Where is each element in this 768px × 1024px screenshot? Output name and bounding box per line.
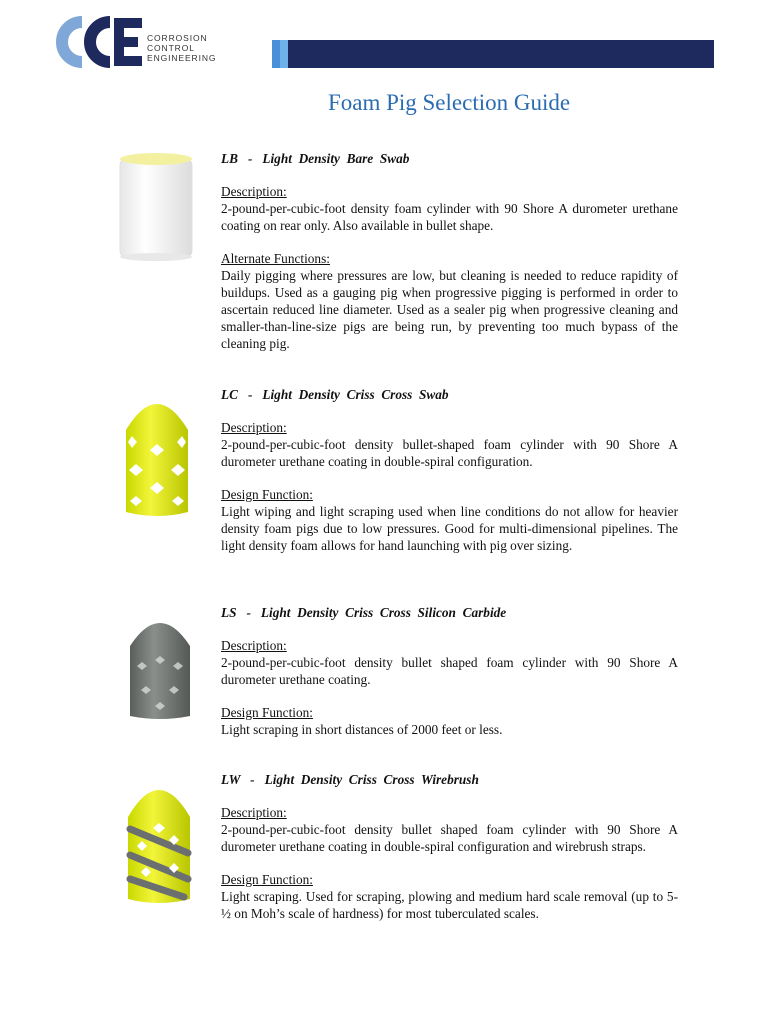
page-header [0, 0, 768, 80]
gray-silicon-carbide-bullet-pig-icon [126, 606, 194, 722]
header-banner [272, 40, 714, 68]
banner-stripe-light [272, 40, 280, 68]
product-info [221, 604, 678, 738]
section-label: Description: [221, 420, 287, 435]
product-heading: LC - Light Density Criss Cross Swab [221, 387, 449, 402]
company-logo [52, 16, 227, 68]
product-heading: LS - Light Density Criss Cross Silicon Carbide [221, 605, 507, 620]
yellow-wirebrush-bullet-pig-icon [124, 771, 194, 907]
banner-stripe-lighter [280, 40, 288, 68]
section-label: Description: [221, 638, 287, 653]
section-text: 2-pound-per-cubic-foot density bullet shaped foam cylinder with 90 Shore A durometer urethane coating. [221, 655, 678, 687]
section-text: Light scraping. Used for scraping, plowing and medium hard scale removal (up to 5-½ on Moh’s scale of hardness) for most tuberculated scales. [221, 889, 678, 921]
banner-bar [288, 40, 714, 68]
section-label: Design Function: [221, 487, 313, 502]
section-label: Design Function: [221, 872, 313, 887]
product-info [221, 386, 678, 554]
section-label: Alternate Functions: [221, 251, 330, 266]
company-name [147, 33, 216, 63]
page-title: Foam Pig Selection Guide [327, 90, 571, 115]
section-text: Daily pigging where pressures are low, but cleaning is needed to reduce rapidity of buildups. Used as a gauging pig when progressive pigging is performed in order to ascertain reduced line diameter. Used as a sealer pig when progressive cleaning and smaller-than-line-size pigs are being run, by preventing too much bypass of the cleaning pig. [221, 268, 678, 351]
section-label: Description: [221, 184, 287, 199]
company-name-line-2: CONTROL [147, 43, 195, 53]
cce-logo-icon [52, 16, 144, 68]
product-info [221, 150, 678, 352]
product-heading: LW - Light Density Criss Cross Wirebrush [221, 772, 479, 787]
section-text: 2-pound-per-cubic-foot density bullet-shaped foam cylinder with 90 Shore A durometer urethane coating in double-spiral configuration. [221, 437, 678, 469]
company-name-line-1: CORROSION [147, 33, 208, 43]
section-text: 2-pound-per-cubic-foot density bullet shaped foam cylinder with 90 Shore A durometer urethane coating in double-spiral configuration and wirebrush straps. [221, 822, 678, 854]
section-text: 2-pound-per-cubic-foot density foam cylinder with 90 Shore A durometer urethane coating on rear only. Also available in bullet shape. [221, 201, 678, 233]
product-info [221, 771, 678, 922]
white-cylinder-foam-pig-icon [118, 151, 194, 263]
product-heading: LB - Light Density Bare Swab [221, 151, 410, 166]
section-text: Light wiping and light scraping used when line conditions do not allow for heavier density foam pigs due to low pressures. Good for multi-dimensional pipelines. The light density foam allows for hand launching with pig over sizing. [221, 504, 678, 553]
section-label: Description: [221, 805, 287, 820]
section-label: Design Function: [221, 705, 313, 720]
company-name-line-3: ENGINEERING [147, 53, 217, 63]
yellow-criss-cross-bullet-pig-icon [122, 386, 192, 520]
section-text: Light scraping in short distances of 2000 feet or less. [221, 722, 503, 737]
